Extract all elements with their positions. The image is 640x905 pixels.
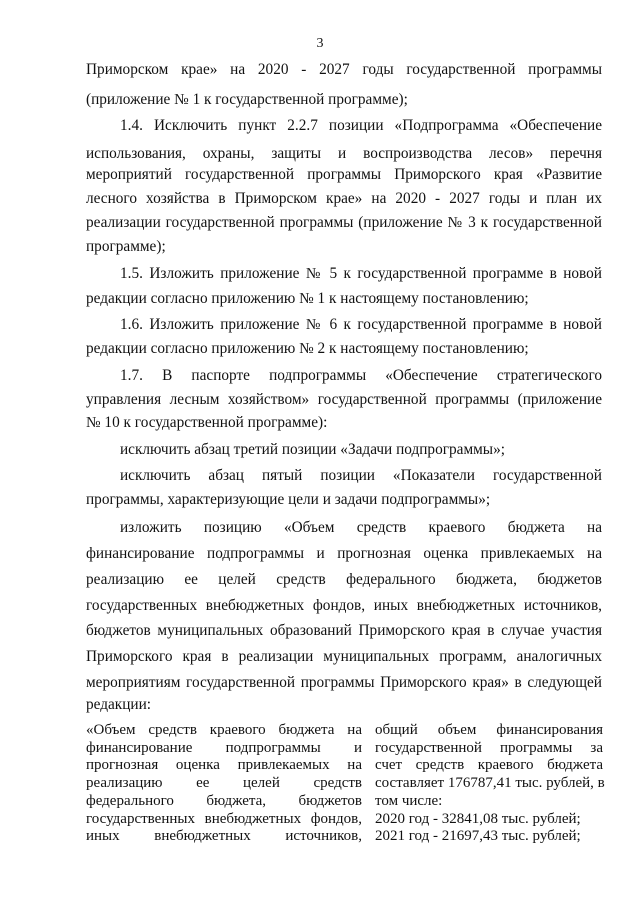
table-left-line: государственных внебюджетных фондов, — [86, 811, 362, 827]
text-line: реализацию ее целей средств федерального бюджета, бюджетов — [86, 571, 602, 588]
text-line: № 10 к государственной программе): — [86, 414, 328, 431]
text-line: программы, характеризующие цели и задачи подпрограммы»; — [86, 491, 491, 508]
text-line: исключить абзац пятый позиции «Показатели государственной — [120, 467, 602, 484]
table-right-line: 2021 год - 21697,43 тыс. рублей; — [375, 828, 581, 844]
table-right-line: государственной программы за — [375, 740, 603, 756]
text-line: редакции согласно приложению № 2 к настоящему постановлению; — [86, 340, 529, 357]
text-line: использования, охраны, защиты и воспроизводства лесов» перечня — [86, 145, 602, 162]
text-line: (приложение № 1 к государственной программе); — [86, 91, 408, 108]
text-line: государственных внебюджетных фондов, иных внебюджетных источников, — [86, 597, 602, 614]
table-right-line: составляет 176787,41 тыс. рублей, в — [375, 775, 605, 791]
text-line: Приморском крае» на 2020 - 2027 годы государственной программы — [86, 61, 602, 78]
text-line: программе); — [86, 238, 166, 255]
text-line: редакции согласно приложению № 1 к настоящему постановлению; — [86, 290, 529, 307]
text-line: мероприятиям государственной программы Приморского края» в следующей — [86, 674, 602, 691]
table-right-line: том числе: — [375, 793, 443, 809]
table-left-line: реализацию ее целей средств — [86, 775, 362, 791]
page-number: 3 — [316, 36, 324, 51]
text-line: финансирование подпрограммы и прогнозная оценка привлекаемых на — [86, 545, 602, 562]
text-line: лесного хозяйства в Приморском крае» на 2020 - 2027 годы и план их — [86, 190, 602, 207]
text-line: 1.4. Исключить пункт 2.2.7 позиции «Подпрограмма «Обеспечение — [120, 117, 602, 134]
table-right-line: общий объем финансирования — [375, 722, 603, 738]
text-line: 1.5. Изложить приложение № 5 к государственной программе в новой — [120, 265, 602, 282]
table-right-line: 2020 год - 32841,08 тыс. рублей; — [375, 811, 581, 827]
text-line: мероприятий государственной программы Приморского края «Развитие — [86, 166, 602, 183]
text-line: 1.6. Изложить приложение № 6 к государственной программе в новой — [120, 316, 602, 333]
table-left-line: финансирование подпрограммы и — [86, 740, 362, 756]
text-line: изложить позицию «Объем средств краевого бюджета на — [120, 519, 602, 536]
table-left-line: «Объем средств краевого бюджета на — [86, 722, 362, 738]
table-right-line: счет средств краевого бюджета — [375, 757, 603, 773]
text-line: реализации государственной программы (приложение № 3 к государственной — [86, 214, 602, 231]
table-left-line: прогнозная оценка привлекаемых на — [86, 757, 362, 773]
text-line: 1.7. В паспорте подпрограммы «Обеспечение стратегического — [120, 367, 602, 384]
text-line: исключить абзац третий позиции «Задачи подпрограммы»; — [120, 441, 505, 458]
table-left-line: федерального бюджета, бюджетов — [86, 793, 362, 809]
text-line: Приморского края в реализации муниципальных программ, аналогичных — [86, 648, 602, 665]
text-line: управления лесным хозяйством» государственной программы (приложение — [86, 391, 602, 408]
table-left-line: иных внебюджетных источников, — [86, 828, 362, 844]
text-line: редакции: — [86, 696, 152, 713]
text-line: бюджетов муниципальных образований Приморского края в случае участия — [86, 622, 602, 639]
